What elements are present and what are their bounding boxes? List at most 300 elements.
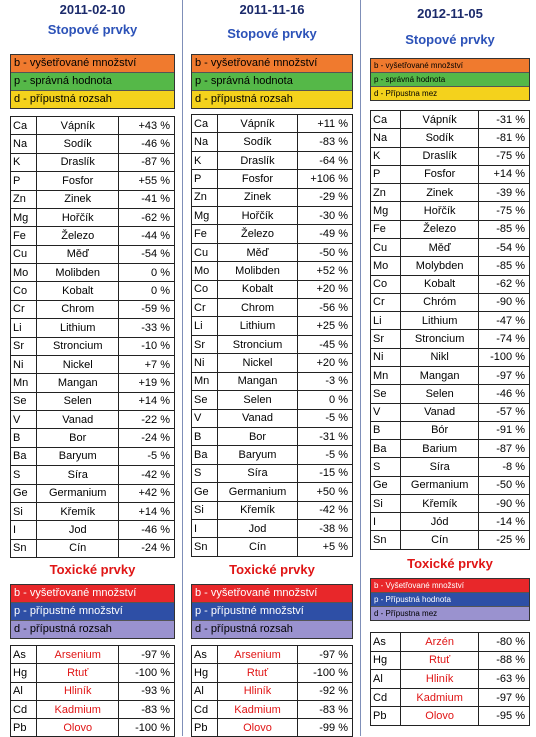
element-name: Jod <box>37 521 119 539</box>
legend-item: d - Přípustna mez <box>371 87 529 100</box>
element-name: Stroncium <box>37 337 119 355</box>
report-date: 2011-11-16 <box>239 2 305 17</box>
element-name: Zinek <box>217 188 298 206</box>
element-name: Vanad <box>37 411 119 429</box>
element-value: -74 % <box>479 330 530 348</box>
element-name: Stroncium <box>401 330 479 348</box>
element-symbol: S <box>371 458 401 476</box>
element-value: -49 % <box>298 225 353 243</box>
table-row <box>192 151 353 169</box>
element-name: Mangan <box>217 372 298 390</box>
element-name: Železo <box>217 225 298 243</box>
element-value: -15 % <box>298 464 353 482</box>
element-name: Síra <box>217 464 298 482</box>
element-symbol: Fe <box>192 225 218 243</box>
element-symbol: Zn <box>11 190 37 208</box>
legend-item: p - správná hodnota <box>371 73 529 87</box>
table-row <box>11 646 175 664</box>
element-value: 0 % <box>298 391 353 409</box>
trace-legend <box>191 54 353 109</box>
table-row <box>371 330 530 348</box>
element-symbol: Sr <box>192 335 218 353</box>
element-value: -39 % <box>479 184 530 202</box>
element-name: Kadmium <box>37 700 119 718</box>
element-name: Chrom <box>217 299 298 317</box>
element-value: -83 % <box>298 133 353 151</box>
table-row <box>371 366 530 384</box>
element-name: Bór <box>401 421 479 439</box>
table-row <box>192 317 353 335</box>
table-row <box>11 135 175 153</box>
legend-item: p - Přípustná hodnota <box>371 593 529 607</box>
table-row <box>371 458 530 476</box>
element-value: -85 % <box>479 220 530 238</box>
element-name: Hořčík <box>401 202 479 220</box>
element-value: -57 % <box>479 403 530 421</box>
element-symbol: I <box>11 521 37 539</box>
element-value: -33 % <box>119 319 175 337</box>
element-value: -97 % <box>119 646 175 664</box>
report-date: 2012-11-05 <box>417 6 483 21</box>
table-row <box>192 664 353 682</box>
element-value: -87 % <box>479 440 530 458</box>
element-symbol: Co <box>11 282 37 300</box>
table-row <box>371 513 530 531</box>
element-name: Vápník <box>401 111 479 129</box>
trace-legend <box>10 54 175 109</box>
element-name: Rtuť <box>401 651 479 670</box>
element-value: -54 % <box>119 245 175 263</box>
element-value: -87 % <box>119 153 175 171</box>
element-name: Germanium <box>217 483 298 501</box>
element-symbol: Ge <box>371 476 401 494</box>
toxic-elements-table <box>191 645 353 737</box>
table-row <box>371 275 530 293</box>
element-value: -8 % <box>479 458 530 476</box>
table-row <box>11 172 175 190</box>
table-row <box>192 719 353 737</box>
report-column-1 <box>10 0 175 736</box>
element-value: -97 % <box>479 688 530 707</box>
table-row <box>11 300 175 318</box>
element-symbol: Hg <box>371 651 401 670</box>
trace-elements-table <box>191 114 353 557</box>
table-row <box>192 335 353 353</box>
element-symbol: Ge <box>192 483 218 501</box>
element-value: -44 % <box>119 227 175 245</box>
element-value: -100 % <box>119 719 175 737</box>
table-row <box>371 312 530 330</box>
element-name: Jod <box>217 519 298 537</box>
element-symbol: B <box>371 421 401 439</box>
element-value: -85 % <box>479 257 530 275</box>
element-symbol: K <box>192 151 218 169</box>
element-symbol: Sn <box>192 538 218 557</box>
table-row <box>192 519 353 537</box>
element-symbol: Al <box>371 670 401 689</box>
element-symbol: Li <box>371 312 401 330</box>
element-symbol: Mn <box>11 374 37 392</box>
legend-item: p - správná hodnota <box>11 73 174 91</box>
element-symbol: Ba <box>11 447 37 465</box>
element-symbol: Cr <box>371 293 401 311</box>
table-row <box>371 494 530 512</box>
element-value: -97 % <box>298 646 353 664</box>
table-row <box>11 190 175 208</box>
element-symbol: Fe <box>11 227 37 245</box>
element-name: Síra <box>37 466 119 484</box>
element-value: -29 % <box>298 188 353 206</box>
element-symbol: Pb <box>192 719 218 737</box>
trace-elements-title: Stopové prvky <box>405 32 495 47</box>
element-symbol: S <box>192 464 218 482</box>
element-name: Železo <box>401 220 479 238</box>
element-symbol: Cr <box>192 299 218 317</box>
element-name: Arsenium <box>217 646 298 664</box>
element-value: -99 % <box>298 719 353 737</box>
element-symbol: Ca <box>371 111 401 129</box>
element-symbol: Ni <box>192 354 218 372</box>
table-row <box>371 293 530 311</box>
table-row <box>192 299 353 317</box>
table-row <box>192 501 353 519</box>
element-name: Molibden <box>37 264 119 282</box>
element-symbol: Zn <box>371 184 401 202</box>
element-name: Chrom <box>37 300 119 318</box>
element-symbol: I <box>371 513 401 531</box>
element-value: -45 % <box>298 335 353 353</box>
toxic-elements-title: Toxické prvky <box>49 562 136 577</box>
element-symbol: Se <box>371 385 401 403</box>
legend-item: p - přípustné množství <box>11 603 174 621</box>
table-row <box>192 646 353 664</box>
element-name: Kobalt <box>401 275 479 293</box>
element-name: Hliník <box>401 670 479 689</box>
element-symbol: Zn <box>192 188 218 206</box>
element-symbol: Li <box>192 317 218 335</box>
table-row <box>11 411 175 429</box>
element-value: +43 % <box>119 117 175 135</box>
element-symbol: P <box>371 165 401 183</box>
element-name: Selen <box>217 391 298 409</box>
element-name: Olovo <box>217 719 298 737</box>
element-name: Jód <box>401 513 479 531</box>
element-name: Molybden <box>401 257 479 275</box>
element-symbol: Sr <box>371 330 401 348</box>
table-row <box>371 348 530 366</box>
element-symbol: Ca <box>192 115 218 133</box>
report-date: 2011-02-10 <box>59 2 126 17</box>
table-row <box>192 483 353 501</box>
table-row <box>11 682 175 700</box>
element-value: +11 % <box>298 115 353 133</box>
table-row <box>371 238 530 256</box>
element-name: Arsenium <box>37 646 119 664</box>
element-value: -75 % <box>479 202 530 220</box>
toxic-elements-table <box>370 632 530 726</box>
element-value: -5 % <box>119 447 175 465</box>
element-name: Germanium <box>37 484 119 502</box>
element-value: -93 % <box>119 682 175 700</box>
legend-item: p - správná hodnota <box>192 73 352 91</box>
element-symbol: Sr <box>11 337 37 355</box>
element-name: Nickel <box>217 354 298 372</box>
element-symbol: B <box>11 429 37 447</box>
element-name: Vápník <box>37 117 119 135</box>
element-symbol: Cd <box>11 700 37 718</box>
trace-elements-title: Stopové prvky <box>227 26 317 41</box>
element-symbol: Na <box>371 129 401 147</box>
element-symbol: Fe <box>371 220 401 238</box>
table-row <box>371 220 530 238</box>
element-symbol: Hg <box>11 664 37 682</box>
element-value: -10 % <box>119 337 175 355</box>
table-row <box>371 440 530 458</box>
element-symbol: Cd <box>371 688 401 707</box>
table-row <box>11 337 175 355</box>
legend-item: d - Přípustna mez <box>371 607 529 620</box>
element-name: Lithium <box>37 319 119 337</box>
element-value: -56 % <box>298 299 353 317</box>
element-name: Nickel <box>37 355 119 373</box>
element-value: -24 % <box>119 539 175 557</box>
element-name: Hořčík <box>217 207 298 225</box>
element-symbol: Si <box>11 502 37 520</box>
element-value: +42 % <box>119 484 175 502</box>
element-symbol: Li <box>11 319 37 337</box>
element-symbol: Sn <box>11 539 37 557</box>
element-symbol: Mo <box>371 257 401 275</box>
element-value: -91 % <box>479 421 530 439</box>
element-value: -54 % <box>479 238 530 256</box>
table-row <box>371 707 530 726</box>
table-row <box>371 257 530 275</box>
element-symbol: Si <box>371 494 401 512</box>
element-value: -63 % <box>479 670 530 689</box>
element-value: +19 % <box>119 374 175 392</box>
legend-item: b - vyšetřované množství <box>11 55 174 73</box>
table-row <box>11 664 175 682</box>
element-symbol: Mo <box>11 264 37 282</box>
element-name: Arzén <box>401 633 479 652</box>
table-row <box>192 225 353 243</box>
element-value: -75 % <box>479 147 530 165</box>
element-name: Bor <box>217 427 298 445</box>
element-name: Baryum <box>217 446 298 464</box>
element-symbol: Ni <box>371 348 401 366</box>
table-row <box>11 447 175 465</box>
table-row <box>11 282 175 300</box>
legend-item: d - přípustná rozsah <box>11 621 174 638</box>
element-value: -38 % <box>298 519 353 537</box>
element-name: Stroncium <box>217 335 298 353</box>
element-value: -31 % <box>479 111 530 129</box>
table-row <box>192 464 353 482</box>
element-symbol: I <box>192 519 218 537</box>
element-value: -50 % <box>479 476 530 494</box>
element-value: -90 % <box>479 494 530 512</box>
table-row <box>371 531 530 550</box>
element-name: Měď <box>401 238 479 256</box>
element-symbol: Hg <box>192 664 218 682</box>
element-value: +14 % <box>119 392 175 410</box>
table-row <box>11 466 175 484</box>
table-row <box>192 170 353 188</box>
table-row <box>11 502 175 520</box>
element-symbol: As <box>371 633 401 652</box>
element-name: Draslík <box>217 151 298 169</box>
table-row <box>371 688 530 707</box>
legend-item: b - vyšetřované množství <box>192 55 352 73</box>
element-name: Fosfor <box>217 170 298 188</box>
element-symbol: Ca <box>11 117 37 135</box>
element-name: Hořčík <box>37 208 119 226</box>
element-value: -100 % <box>119 664 175 682</box>
table-row <box>11 208 175 226</box>
element-symbol: Cu <box>11 245 37 263</box>
element-symbol: Co <box>192 280 218 298</box>
element-name: Hliník <box>37 682 119 700</box>
element-value: -30 % <box>298 207 353 225</box>
element-name: Železo <box>37 227 119 245</box>
table-row <box>192 133 353 151</box>
legend-item: b - vyšetřované množství <box>192 585 352 603</box>
table-row <box>11 429 175 447</box>
legend-item: b - Vyšetřované množství <box>371 579 529 593</box>
element-symbol: Pb <box>11 719 37 737</box>
element-symbol: Na <box>11 135 37 153</box>
element-value: +14 % <box>479 165 530 183</box>
element-value: -14 % <box>479 513 530 531</box>
element-name: Sodík <box>217 133 298 151</box>
element-name: Fosfor <box>37 172 119 190</box>
element-symbol: Ba <box>371 440 401 458</box>
element-value: -42 % <box>298 501 353 519</box>
element-symbol: Al <box>192 682 218 700</box>
element-symbol: K <box>371 147 401 165</box>
element-symbol: Mn <box>192 372 218 390</box>
table-row <box>11 700 175 718</box>
trace-elements-title: Stopové prvky <box>47 22 138 37</box>
table-row <box>371 129 530 147</box>
element-symbol: Cu <box>192 243 218 261</box>
legend-item: d - přípustná rozsah <box>192 621 352 638</box>
table-row <box>11 117 175 135</box>
element-symbol: Ge <box>11 484 37 502</box>
table-row <box>11 153 175 171</box>
element-name: Křemík <box>401 494 479 512</box>
element-symbol: Mg <box>371 202 401 220</box>
element-symbol: Mg <box>11 208 37 226</box>
element-name: Křemík <box>37 502 119 520</box>
trace-legend <box>370 58 530 101</box>
element-value: -25 % <box>479 531 530 550</box>
element-name: Hliník <box>217 682 298 700</box>
table-row <box>371 476 530 494</box>
element-name: Rtuť <box>217 664 298 682</box>
element-value: 0 % <box>119 264 175 282</box>
element-symbol: Na <box>192 133 218 151</box>
element-symbol: V <box>11 411 37 429</box>
element-name: Kadmium <box>401 688 479 707</box>
element-name: Mangan <box>37 374 119 392</box>
element-value: -59 % <box>119 300 175 318</box>
element-value: +5 % <box>298 538 353 557</box>
element-name: Draslík <box>401 147 479 165</box>
table-row <box>11 392 175 410</box>
element-value: -88 % <box>479 651 530 670</box>
element-name: Fosfor <box>401 165 479 183</box>
element-name: Zinek <box>401 184 479 202</box>
element-symbol: Se <box>192 391 218 409</box>
table-row <box>192 188 353 206</box>
column-divider <box>360 0 361 736</box>
table-row <box>371 184 530 202</box>
element-symbol: B <box>192 427 218 445</box>
report-column-3 <box>370 0 530 736</box>
trace-elements-table <box>370 110 530 550</box>
element-value: -5 % <box>298 409 353 427</box>
column-divider <box>182 0 183 736</box>
table-row <box>11 227 175 245</box>
element-name: Mangan <box>401 366 479 384</box>
table-row <box>371 670 530 689</box>
element-name: Lithium <box>217 317 298 335</box>
element-symbol: Co <box>371 275 401 293</box>
element-value: +106 % <box>298 170 353 188</box>
table-row <box>192 243 353 261</box>
element-value: -95 % <box>479 707 530 726</box>
element-symbol: Mg <box>192 207 218 225</box>
element-value: -46 % <box>119 521 175 539</box>
element-value: -46 % <box>479 385 530 403</box>
element-symbol: Pb <box>371 707 401 726</box>
element-symbol: Sn <box>371 531 401 550</box>
table-row <box>11 484 175 502</box>
element-symbol: Si <box>192 501 218 519</box>
table-row <box>192 115 353 133</box>
element-value: -92 % <box>298 682 353 700</box>
element-value: -42 % <box>119 466 175 484</box>
element-name: Olovo <box>401 707 479 726</box>
element-name: Chróm <box>401 293 479 311</box>
toxic-elements-title: Toxické prvky <box>407 556 493 571</box>
element-value: -50 % <box>298 243 353 261</box>
legend-item: b - vyšetřované množství <box>371 59 529 73</box>
element-symbol: V <box>192 409 218 427</box>
element-name: Cín <box>217 538 298 557</box>
element-value: -97 % <box>479 366 530 384</box>
element-symbol: Se <box>11 392 37 410</box>
table-row <box>11 264 175 282</box>
legend-item: d - přípustná rozsah <box>11 91 174 108</box>
element-name: Draslík <box>37 153 119 171</box>
element-value: +14 % <box>119 502 175 520</box>
table-row <box>11 374 175 392</box>
element-name: Kobalt <box>217 280 298 298</box>
table-row <box>371 147 530 165</box>
table-row <box>11 355 175 373</box>
table-row <box>192 427 353 445</box>
element-value: +55 % <box>119 172 175 190</box>
element-name: Vápník <box>217 115 298 133</box>
element-value: +20 % <box>298 280 353 298</box>
element-name: Cín <box>401 531 479 550</box>
element-name: Sodík <box>401 129 479 147</box>
table-row <box>192 409 353 427</box>
element-symbol: Cd <box>192 700 218 718</box>
element-name: Sodík <box>37 135 119 153</box>
